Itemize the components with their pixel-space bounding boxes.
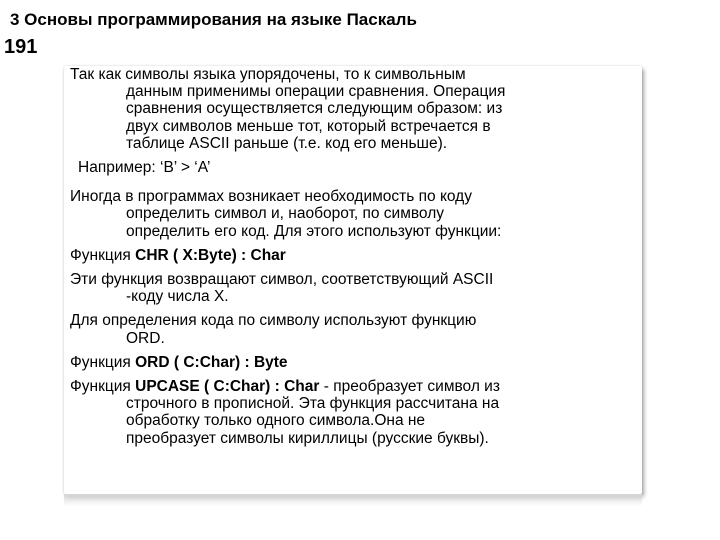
function-label: Функция — [70, 353, 136, 371]
text-line: данным применимы операции сравнения. Операция — [126, 83, 506, 101]
text-line: таблице ASCII раньше (т.е. код его меньше). — [126, 134, 448, 152]
ord-signature: ORD ( C:Char) : Byte — [135, 353, 288, 371]
text-line: преобразует символы кириллицы (русские буквы). — [126, 429, 489, 447]
slide-title: 3 Основы программирования на языке Паскаль — [10, 10, 417, 29]
text-line: определить символ и, наоборот, по символу — [126, 205, 444, 223]
function-label: Функция — [70, 246, 136, 264]
text-line: обработку только одного символа.Она не — [126, 412, 426, 430]
ord-function-line — [70, 354, 640, 371]
upcase-desc: - преобразует символ из — [319, 378, 500, 396]
example-line: Например: ‘B’ > ‘A’ — [78, 159, 211, 177]
paragraph-functions-intro — [70, 188, 640, 240]
function-label: Функция — [70, 378, 136, 396]
text-line: Эти функция возвращают символ, соответствующий ASCII — [70, 271, 494, 289]
text-line: сравнения осуществляется следующим образом: из — [126, 100, 503, 118]
text-line: Для определения кода по символу используют функцию — [70, 312, 477, 330]
chr-function-line — [70, 247, 640, 264]
paragraph-comparison — [70, 66, 640, 152]
paragraph-chr-desc — [70, 271, 640, 305]
text-line: Так как символы языка упорядочены, то к символьным — [70, 66, 466, 83]
paragraph-upcase — [70, 378, 640, 447]
chr-signature: CHR ( X:Byte) : Char — [135, 246, 286, 264]
paragraph-ord-intro — [70, 312, 640, 346]
text-line: ORD. — [126, 329, 165, 347]
content-panel-shadow — [64, 494, 642, 506]
text-line: Иногда в программах возникает необходимость по коду — [70, 188, 472, 206]
slide-number: 191 — [4, 36, 38, 58]
text-line: определить его код. Для этого используют функции: — [126, 222, 502, 240]
content-text — [70, 66, 640, 447]
text-line: двух символов меньше тот, который встречается в — [126, 117, 491, 135]
text-line: -коду числа X. — [126, 288, 229, 306]
upcase-signature: UPCASE ( C:Char) : Char — [135, 378, 320, 396]
text-line: строчного в прописной. Эта функция рассчитана на — [126, 395, 500, 413]
